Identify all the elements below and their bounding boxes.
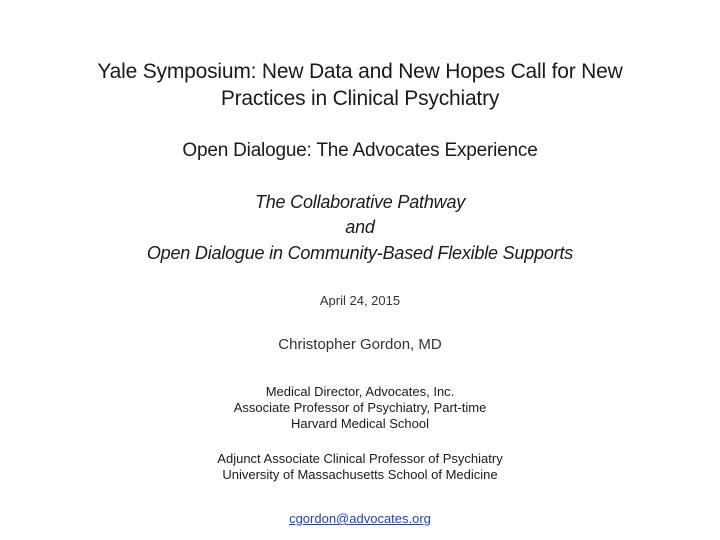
italic-heading-2: Open Dialogue in Community-Based Flexible Supports: [146, 243, 574, 263]
affiliation-line: Medical Director, Advocates, Inc.: [265, 384, 455, 399]
affiliation-line: Harvard Medical School: [290, 416, 429, 431]
italic-heading-conjunction: and: [345, 217, 375, 237]
affiliation-line: University of Massachusetts School of Medicine: [222, 467, 498, 482]
author-name: Christopher Gordon, MD: [278, 336, 442, 353]
presentation-date: April 24, 2015: [319, 293, 401, 308]
subtitle: Open Dialogue: The Advocates Experience: [182, 140, 538, 161]
email-link[interactable]: cgordon@advocates.org: [289, 511, 431, 526]
title-line-2: Practices in Clinical Psychiatry: [220, 87, 500, 110]
italic-heading-1: The Collaborative Pathway: [254, 192, 466, 212]
title-line-1: Yale Symposium: New Data and New Hopes Call for New: [97, 60, 623, 83]
affiliation-line: Adjunct Associate Clinical Professor of Psychiatry: [217, 451, 503, 466]
affiliation-line: Associate Professor of Psychiatry, Part-time: [233, 400, 487, 415]
